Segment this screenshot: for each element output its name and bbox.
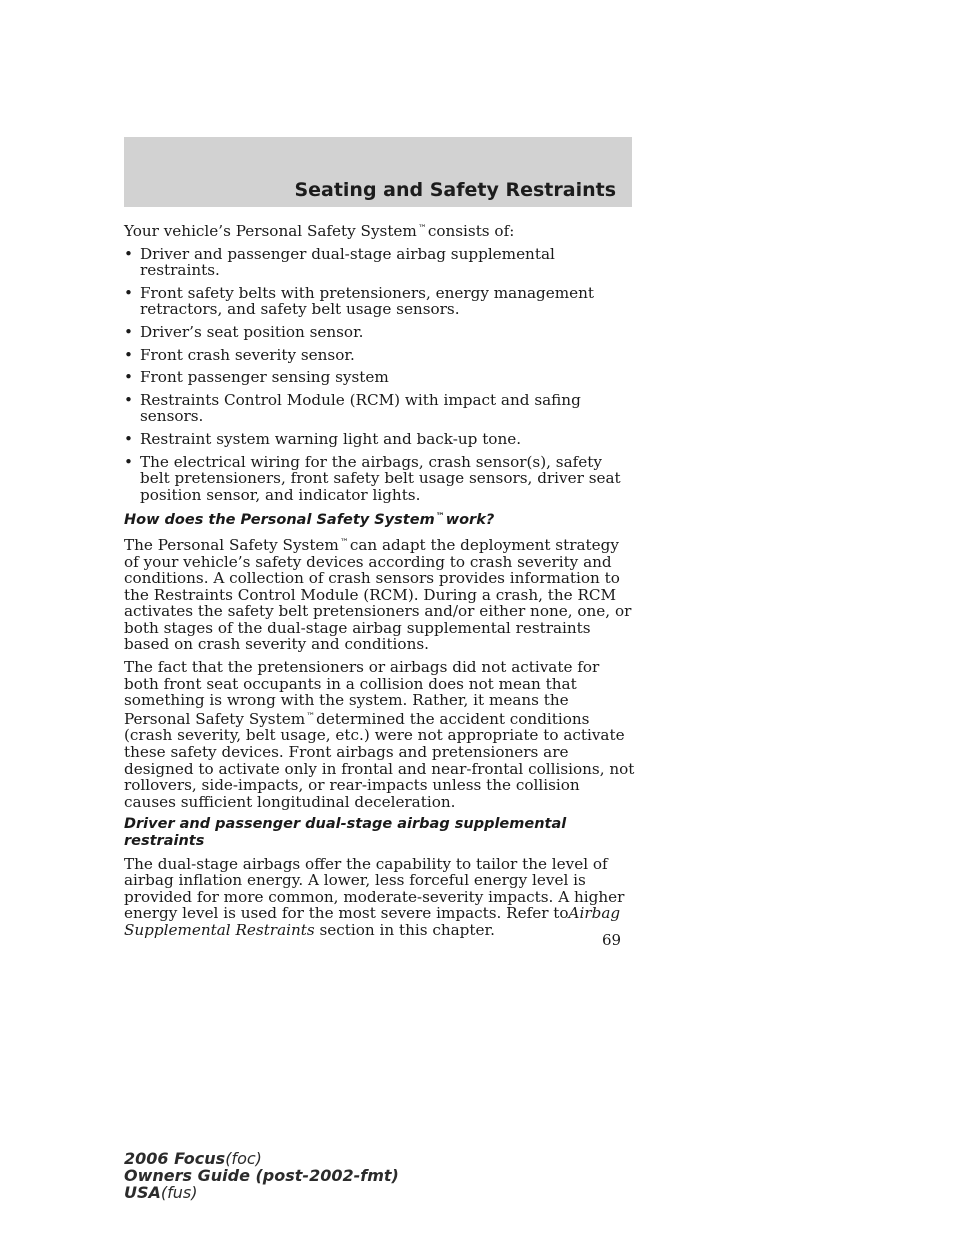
list-item-text: Driver and passenger dual-stage airbag supplemental restraints. bbox=[140, 244, 555, 280]
paragraph-dual-stage bbox=[124, 856, 636, 939]
chapter-header-band bbox=[124, 137, 632, 207]
list-item bbox=[124, 392, 636, 425]
list-item-text: The electrical wiring for the airbags, crash sensor(s), safety belt pretensioners, front safety belt usage sensors, driver seat position sensor, and indicator lights. bbox=[140, 452, 621, 504]
bullet-icon: • bbox=[124, 452, 133, 471]
footer-line-model bbox=[124, 1150, 399, 1167]
section-heading-how-it-works bbox=[124, 509, 636, 529]
section-heading-dual-stage-airbags: Driver and passenger dual-stage airbag supplemental restraints bbox=[124, 816, 567, 849]
trademark-symbol: ™ bbox=[306, 711, 316, 722]
intro-text-end: consists of: bbox=[427, 222, 515, 240]
list-item-text: Front safety belts with pretensioners, energy management retractors, and safety belt usage sensors. bbox=[140, 283, 595, 319]
bullet-icon: • bbox=[124, 345, 133, 364]
footer-market-code: (fus) bbox=[160, 1183, 198, 1202]
footer-line-market bbox=[124, 1184, 399, 1201]
list-item-text: Restraint system warning light and back-up tone. bbox=[140, 429, 522, 448]
heading-text-end: work? bbox=[445, 512, 495, 529]
list-item bbox=[124, 431, 636, 448]
paragraph-text-end: determined the accident conditions (crash severity, belt usage, etc.) were not appropriate to activate these safety devices. Front airbags and pretensioners are designed to activate only in frontal and near-frontal collisions, not rollovers, side-impacts, or rear-impacts unless the collision causes sufficient longitudinal deceleration. bbox=[124, 709, 635, 811]
list-item-text: Front crash severity sensor. bbox=[140, 345, 355, 364]
list-item bbox=[124, 246, 636, 279]
bullet-icon: • bbox=[124, 244, 133, 263]
components-list bbox=[124, 246, 636, 504]
list-item-text: Restraints Control Module (RCM) with impact and safing sensors. bbox=[140, 390, 581, 426]
paragraph-text: The dual-stage airbags offer the capability to tailor the level of airbag inflation energy. A lower, less forceful energy level is provided for more common, moderate-severity impacts. A higher energy level is used for the most severe impacts. Refer to bbox=[124, 854, 625, 923]
cross-reference: Airbag Supplemental Restraints bbox=[124, 904, 621, 939]
trademark-symbol: ™ bbox=[339, 537, 349, 548]
footer-market-name: USA bbox=[124, 1183, 161, 1202]
list-item bbox=[124, 369, 636, 386]
paragraph-activation-note bbox=[124, 659, 636, 810]
list-item bbox=[124, 347, 636, 364]
bullet-icon: • bbox=[124, 390, 133, 409]
footer-line-guide bbox=[124, 1167, 399, 1184]
paragraph-text-end: section in this chapter. bbox=[319, 920, 495, 939]
paragraph-text: The Personal Safety System bbox=[124, 535, 339, 554]
paragraph-deployment-strategy bbox=[124, 535, 636, 653]
bullet-icon: • bbox=[124, 429, 133, 448]
footer-guide-name: Owners Guide (post-2002-fmt) bbox=[124, 1166, 399, 1185]
intro-paragraph bbox=[124, 221, 636, 240]
chapter-title: Seating and Safety Restraints bbox=[294, 179, 616, 201]
bullet-icon: • bbox=[124, 368, 133, 387]
trademark-symbol: ™ bbox=[435, 512, 445, 523]
bullet-icon: • bbox=[124, 322, 133, 341]
list-item-text: Front passenger sensing system bbox=[140, 368, 389, 387]
paragraph-text-end: can adapt the deployment strategy of your vehicle’s safety devices according to crash severity and conditions. A collection of crash sensors provides information to the Restraints Control Module (RCM). During a crash, the RCM activates the safety belt pretensioners and/or either none, one, or both stages of the dual-stage airbag supplemental restraints based on crash severity and conditions. bbox=[124, 535, 632, 654]
footer-model-code: (foc) bbox=[225, 1149, 262, 1168]
list-item bbox=[124, 454, 636, 504]
page-content bbox=[124, 221, 636, 945]
trademark-symbol: ™ bbox=[417, 224, 427, 234]
bullet-icon: • bbox=[124, 283, 133, 302]
paragraph-text: The fact that the pretensioners or airbags did not activate for both front seat occupants in a collision does not mean that something is wrong with the system. Rather, it means the Personal Safety System bbox=[124, 658, 600, 728]
page-number: 69 bbox=[602, 931, 622, 949]
list-item bbox=[124, 285, 636, 318]
footer-model-name: 2006 Focus bbox=[124, 1149, 226, 1168]
list-item-text: Driver’s seat position sensor. bbox=[140, 322, 364, 341]
heading-text: How does the Personal Safety System bbox=[124, 512, 435, 529]
document-footer bbox=[124, 1150, 399, 1201]
list-item bbox=[124, 324, 636, 341]
intro-text: Your vehicle’s Personal Safety System bbox=[124, 222, 417, 240]
